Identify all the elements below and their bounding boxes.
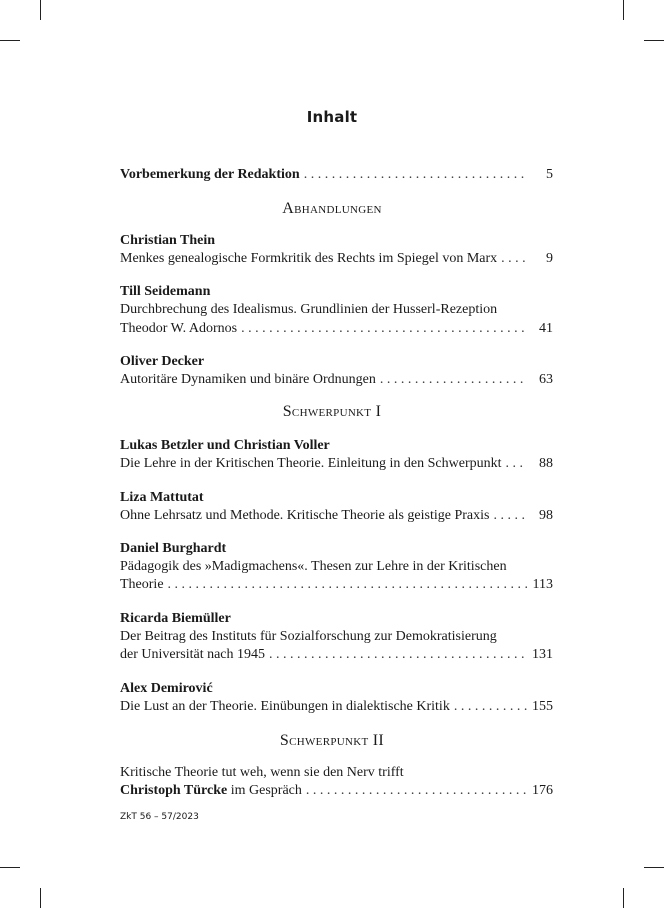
leader-dots	[501, 250, 527, 268]
entry-author: Alex Demirović	[120, 681, 213, 696]
leader-dots	[493, 507, 527, 525]
toc-entry-mattutat[interactable]	[120, 507, 553, 525]
entry-author: Lukas Betzler und Christian Voller	[120, 438, 330, 453]
page-title: Inhalt	[306, 108, 358, 126]
entry-author: Christoph Türcke	[120, 783, 228, 798]
entry-title: Menkes genealogische Formkritik des Rechts im Spiegel von Marx	[120, 251, 498, 266]
journal-footer: ZkT 56 – 57/2023	[120, 812, 199, 822]
toc-entry-tuercke[interactable]	[120, 782, 553, 800]
toc-entry-seidemann[interactable]	[120, 320, 553, 338]
entry-title-line: Der Beitrag des Instituts für Sozialforschung zur Demokratisierung	[120, 629, 497, 644]
entry-title-line: Durchbrechung des Idealismus. Grundlinien der Husserl-Rezeption	[120, 302, 498, 317]
entry-title: Ohne Lehrsatz und Methode. Kritische Theorie als geistige Praxis	[120, 508, 490, 523]
toc-entry-burghardt[interactable]	[120, 576, 553, 594]
page-number: 9	[546, 251, 553, 266]
entry-author: Christian Thein	[120, 233, 216, 248]
page-number: 131	[532, 647, 553, 662]
entry-author: Ricarda Biemüller	[120, 611, 231, 626]
leader-dots	[269, 646, 527, 664]
entry-title: der Universität nach 1945	[120, 647, 266, 662]
crop-mark-left-top	[0, 40, 20, 41]
crop-mark-right-top	[644, 40, 664, 41]
crop-mark-bottom-right	[623, 888, 624, 908]
page-number: 98	[539, 508, 553, 523]
crop-mark-left-bottom	[0, 867, 20, 868]
toc-entry-biemueller[interactable]	[120, 646, 553, 664]
page-number: 5	[546, 167, 553, 182]
leader-dots	[168, 576, 527, 594]
leader-dots	[306, 782, 527, 800]
leader-dots	[506, 455, 527, 473]
leader-dots	[241, 320, 527, 338]
entry-title: Die Lehre in der Kritischen Theorie. Einleitung in den Schwerpunkt	[120, 456, 502, 471]
toc-entry-betzler[interactable]	[120, 455, 553, 473]
page-number: 176	[532, 783, 553, 798]
crop-mark-top-left	[40, 0, 41, 20]
page-number: 155	[532, 699, 553, 714]
page-number: 113	[532, 577, 553, 592]
entry-title: Die Lust an der Theorie. Einübungen in dialektische Kritik	[120, 699, 450, 714]
leader-dots	[304, 166, 527, 184]
toc-entry-intro[interactable]	[120, 166, 553, 184]
section-heading-abhandlungen: Abhandlungen	[282, 200, 382, 217]
page-number: 63	[539, 372, 553, 387]
section-heading-schwerpunkt-1: Schwerpunkt I	[282, 403, 382, 420]
entry-title: Autoritäre Dynamiken und binäre Ordnungen	[120, 372, 376, 387]
entry-author: Till Seidemann	[120, 284, 211, 299]
entry-title: Vorbemerkung der Redaktion	[120, 167, 300, 182]
entry-title-rest: im Gespräch	[227, 783, 302, 798]
toc-entry-thein[interactable]	[120, 250, 553, 268]
leader-dots	[454, 698, 527, 716]
entry-author: Oliver Decker	[120, 354, 205, 369]
entry-title: Theorie	[120, 577, 164, 592]
entry-title-line: Pädagogik des »Madigmachens«. Thesen zur Lehre in der Kritischen	[120, 559, 507, 574]
page-number: 41	[539, 321, 553, 336]
toc-entry-decker[interactable]	[120, 371, 553, 389]
entry-author: Liza Mattutat	[120, 490, 204, 505]
crop-mark-bottom-left	[40, 888, 41, 908]
section-heading-schwerpunkt-2: Schwerpunkt II	[279, 732, 385, 749]
entry-author: Daniel Burghardt	[120, 541, 227, 556]
entry-title: Theodor W. Adornos	[120, 321, 238, 336]
entry-title-line: Kritische Theorie tut weh, wenn sie den Nerv trifft	[120, 765, 404, 780]
page-number: 88	[539, 456, 553, 471]
toc-entry-demirovic[interactable]	[120, 698, 553, 716]
crop-mark-right-bottom	[644, 867, 664, 868]
entry-title	[120, 782, 302, 800]
crop-mark-top-right	[623, 0, 624, 20]
leader-dots	[380, 371, 527, 389]
